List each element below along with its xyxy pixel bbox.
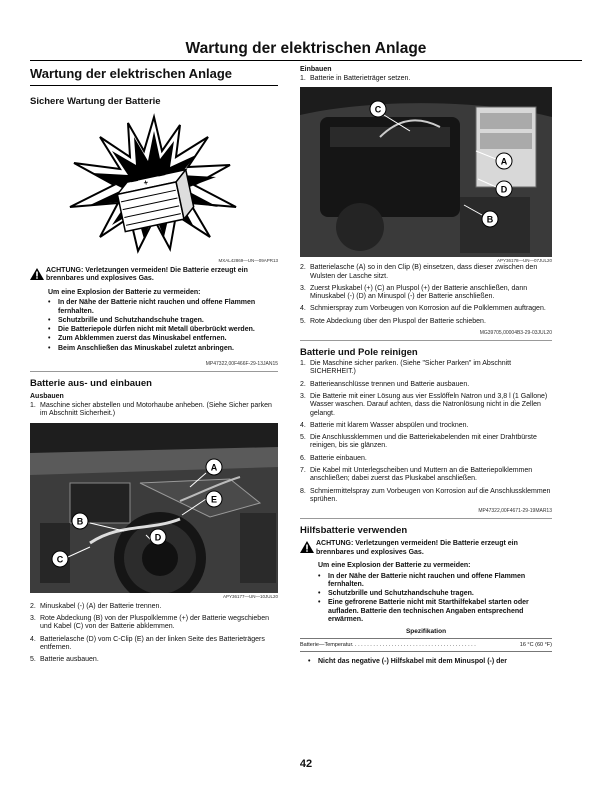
list-item: 8. Schmiermittelspray zum Vorbeugen von Korrosion auf die Anschlussklemmen sprühen. [300,487,551,503]
image-ref: APY36177—UN—10JUL20 [222,593,278,599]
clean-heading: Batterie und Pole reinigen [300,347,418,359]
list-item: • Zum Abklemmen zuerst das Minuskabel entfernen. [48,335,227,343]
explosion-warning-illustration [30,107,278,257]
aux-battery-heading: Hilfsbatterie verwenden [300,525,408,537]
callout-b: B [486,214,494,225]
top-rule [30,60,582,61]
section-heading: Wartung der elektrischen Anlage [30,66,278,86]
page-number: 42 [299,758,313,770]
list-item: 7. Die Kabel mit Unterlegscheiben und Muttern an die Batteriepolklemmen anschließen; dabei zuerst das Pluskabel anschließen. [300,467,533,483]
callout-c: C [374,104,382,115]
list-item: • Die Batteriepole dürfen nicht mit Metall überbrückt werden. [48,326,255,334]
list-item: • Schutzbrille und Schutzhandschuhe tragen. [318,590,474,598]
remove-subheading: Ausbauen [30,393,64,401]
list-item: 3. Die Batterie mit einer Lösung aus vier Esslöffeln Natron und 3,8 l (1 Gallone) Wasser waschen. Darauf achten, dass die Natronlösung nicht in die Zellen gelangt. [300,392,548,417]
warning-block [300,540,552,558]
list-item: 5. Die Anschlussklemmen und die Batteriekabelenden mit einer Drahtbürste reinigen, bis sie glänzen. [300,434,537,450]
doc-reference: MP47322,00F466F-29-13JAN15 [30,361,278,372]
battery-removal-photo [30,423,278,593]
warning-text: ACHTUNG: Verletzungen vermeiden! Die Batterie erzeugt ein brennbares und explosives Gas. [316,540,518,556]
list-item: • In der Nähe der Batterie nicht rauchen und offene Flammen fernhalten. [318,572,526,588]
list-item: 4. Schmierspray zum Vorbeugen von Korrosion auf die Polklemmen auftragen. [300,305,546,313]
spec-row [300,638,552,652]
warning-triangle-icon [300,540,316,558]
list-item: • Nicht das negative (-) Hilfskabel mit dem Minuspol (-) der [308,658,508,666]
list-item: 5. Rote Abdeckung über den Pluspol der Batterie schieben. [300,317,486,325]
list-item: • Beim Anschließen das Minuskabel zuletzt anbringen. [48,344,234,352]
list-item: • Eine gefrorene Batterie nicht mit Starthilfekabel starten oder aufladen. Batterie den technischen Angaben entsprechend erwärmen. [318,599,529,624]
doc-reference: MP47322,00F4671-29-19MAR13 [300,508,552,519]
spec-label: Batterie—Temperatur. . . . . . . . . . . . . . . . . . . . . . . . . . . . . . . . . . . . . . . . . [300,642,476,649]
list-item: 2. Batterieanschlüsse trennen und Batterie ausbauen. [300,380,470,388]
list-item: 5. Batterie ausbauen. [30,656,99,664]
callout-d: D [154,532,162,543]
page-title: Wartung der elektrischen Anlage [185,40,427,57]
callout-b: B [76,516,84,527]
list-item: 4. Batterielasche (D) vom C-Clip (E) an der linken Seite des Batterieträgers entfernen. [30,635,265,651]
list-item: 2. Minuskabel (-) (A) der Batterie trennen. [30,602,162,610]
callout-a: A [500,156,508,167]
list-item: 1. Maschine sicher abstellen und Motorhaube anheben. (Siehe Sicher parken im Abschnitt Sicherheit.) [30,402,272,418]
image-ref: APY36178—UN—07JUL20 [496,258,552,264]
remove-install-heading: Batterie aus- und einbauen [30,378,152,390]
spec-value: 16 °C (60 °F) [519,642,552,649]
list-item: 1. Die Maschine sicher parken. (Siehe "Sicher Parken" im Abschnitt SICHERHEIT.) [300,360,512,376]
callout-e: E [210,494,218,505]
list-item: 4. Batterie mit klarem Wasser abspülen und trocknen. [300,421,469,429]
warning-block [30,267,278,285]
list-item: • Schutzbrille und Schutzhandschuhe tragen. [48,316,204,324]
spec-title: Spezifikation [405,628,447,636]
battery-safety-heading: Sichere Wartung der Batterie [30,96,161,107]
list-item: 3. Zuerst Pluskabel (+) (C) an Pluspol (+) der Batterie anschließen, dann Minuskabel (-) (D) an Minuspol (-) der Batterie anschließen. [300,284,528,301]
install-subheading: Einbauen [300,66,332,73]
warning-subheading: Um eine Explosion der Batterie zu vermeiden: [48,289,201,296]
callout-a: A [210,462,218,473]
list-item: • In der Nähe der Batterie nicht rauchen und offene Flammen fernhalten. [48,299,256,315]
list-item: 1. Batterie in Batterieträger setzen. [300,75,411,82]
warning-subheading: Um eine Explosion der Batterie zu vermeiden: [318,562,471,570]
list-item: 3. Rote Abdeckung (B) von der Pluspolklemme (+) der Batterie wegschieben und Kabel (C) von der Batterie abklemmen. [30,614,269,631]
left-column [30,66,278,668]
battery-install-photo [300,87,552,257]
list-item: 6. Batterie einbauen. [300,454,367,462]
warning-text: ACHTUNG: Verletzungen vermeiden! Die Batterie erzeugt ein brennbares und explosives Gas. [46,267,248,283]
svg-text:+: + [142,177,150,188]
right-column [300,66,552,668]
warning-triangle-icon [30,267,46,285]
callout-c: C [56,554,64,565]
image-ref: MXAL42869—UN—09APR13 [218,258,278,263]
callout-d: D [500,184,508,195]
doc-reference: MG39705,00004B3-29-03JUL20 [300,330,552,341]
list-item: 2. Batterielasche (A) so in den Clip (B) einsetzen, dass dieser zwischen den Wulsten der Lasche sitzt. [300,264,538,280]
